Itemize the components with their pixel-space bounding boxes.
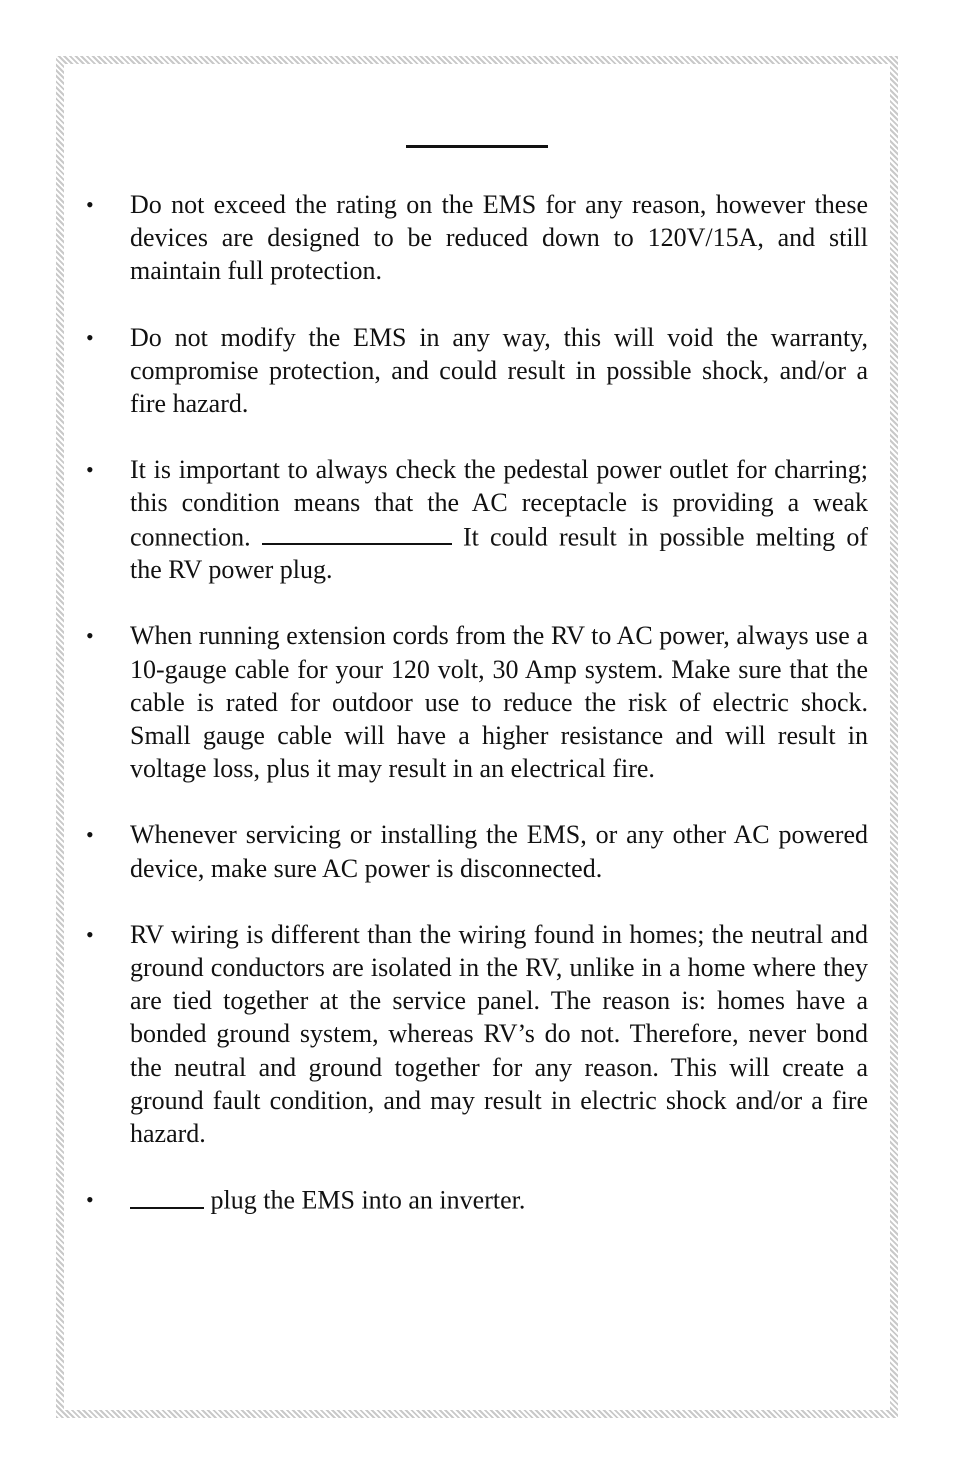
item-text: It is important to always check the pedestal power outlet for charring; this condition means that the AC receptacle is providing a weak connection. [130, 455, 868, 552]
list-item [84, 321, 868, 421]
item-text: Whenever servicing or installing the EMS, or any other AC powered device, make sure AC power is disconnected. [130, 820, 868, 883]
bullet-marker: • [86, 822, 94, 848]
item-text: It could result in possible melting of the RV power plug. [130, 522, 869, 585]
blank-underline [262, 520, 452, 545]
bullet-marker: • [86, 1187, 94, 1213]
item-text: RV wiring is different than the wiring found in homes; the neutral and ground conductors are isolated in the RV, unlike in a home where they are tied together at the service panel. The reason is: homes have a bonded ground system, whereas RV’s do not. Therefore, never bond the neutral and ground together for any reason. This will create a ground fault condition, and may result in electric shock and/or a fire hazard. [130, 919, 868, 1149]
safety-bullet-list [84, 188, 868, 1250]
bullet-marker: • [86, 324, 94, 350]
item-text: When running extension cords from the RV to AC power, always use a 10-gauge cable for your 120 volt, 30 Amp system. Make sure that the cable is rated for outdoor use to reduce the risk of electric shock. Small gauge cable will have a higher resistance and will result in voltage loss, plus it may result in an electrical fire. [130, 621, 868, 784]
list-item [84, 619, 868, 785]
list-item [84, 188, 868, 288]
blank-underline [130, 1183, 204, 1208]
bullet-marker: • [86, 192, 94, 217]
bullet-marker: • [86, 623, 94, 649]
list-item [84, 818, 868, 884]
list-item [84, 918, 868, 1150]
title-underline [406, 145, 548, 148]
item-text: Do not exceed the rating on the EMS for any reason, however these devices are designed to be reduced down to 120V/15A, and still maintain full protection. [130, 190, 868, 286]
bullet-marker: • [86, 921, 94, 947]
list-item [84, 1183, 868, 1217]
bullet-marker: • [86, 457, 94, 483]
item-text: plug the EMS into an inverter. [210, 1185, 526, 1215]
item-text: Do not modify the EMS in any way, this will void the warranty, compromise protection, and could result in possible shock, and/or a fire hazard. [130, 322, 868, 419]
list-item [84, 453, 868, 586]
